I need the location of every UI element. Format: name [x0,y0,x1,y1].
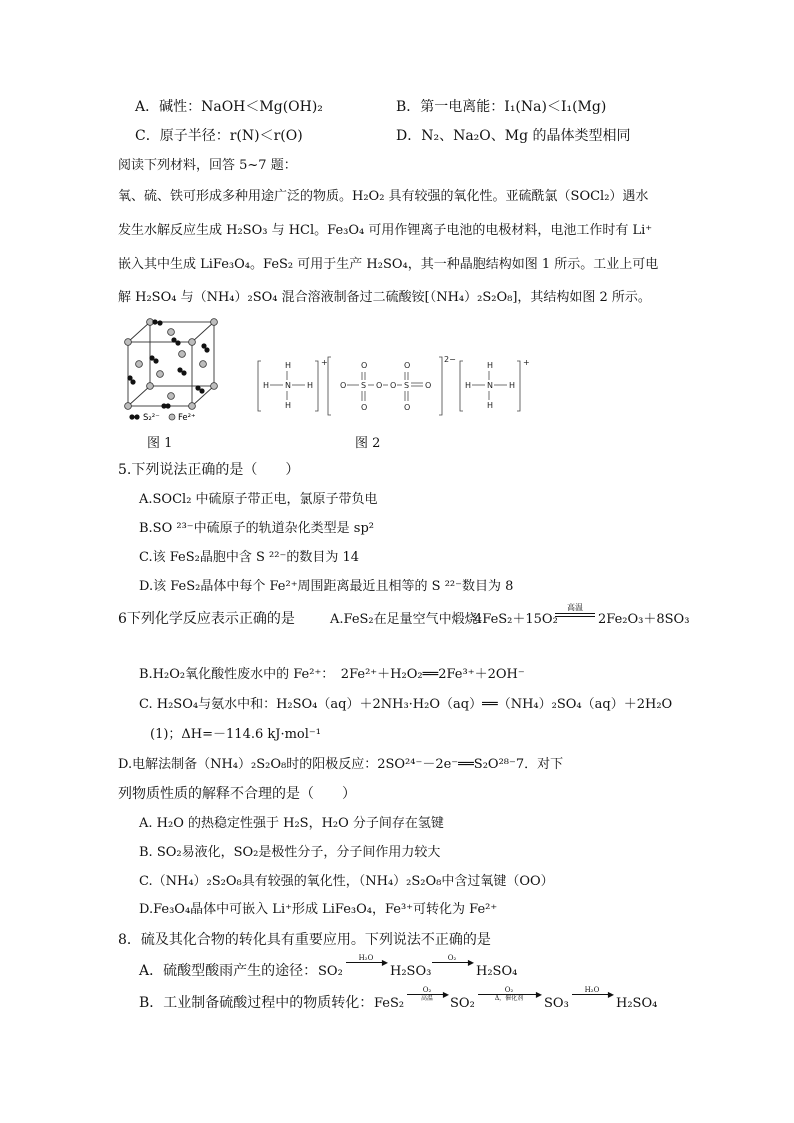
svg-text:O: O [425,381,432,390]
svg-text:N: N [487,381,493,390]
q8-option-a-label: A．硫酸型酸雨产生的途径： [139,963,318,979]
fes2-unit-cell-figure [118,318,228,428]
q8-a-species-2: H₂SO₃ [390,964,432,979]
svg-text:2−: 2− [444,355,456,364]
figure-2-caption: 图 2 [355,436,381,451]
q8-b-species-2: SO₂ [450,996,475,1011]
q8-a-species-3: H₂SO₄ [476,964,518,979]
persulfate-ion [328,355,456,415]
svg-text:H: H [465,381,472,390]
q4-option-d: D．N₂、Na₂O、Mg 的晶体类型相同 [396,128,631,144]
q8-b-species-3: SO₃ [544,996,569,1011]
figure-1-caption: 图 1 [147,436,173,451]
q6-option-c-continued: (1)；ΔH=－114.6 kJ·mol⁻¹ [150,727,321,742]
q6-option-a-label: A.FeS₂在足量空气中煅烧: [330,612,483,627]
svg-text:O: O [404,361,411,370]
q8-a-arrow-1: H₂O ▶ [346,954,386,963]
svg-text:H: H [285,401,292,410]
q8-a-arrow-2: O₂ ▶ [432,954,472,963]
q6-option-a-right: 2Fe₂O₃＋8SO₃ [598,612,690,627]
q8-a-species-1: SO₂ [318,964,343,979]
q7-option-b: B. SO₂易液化，SO₂是极性分子，分子间作用力较大 [139,845,441,860]
passage-line-4: 解 H₂SO₄ 与（NH₄）₂SO₄ 混合溶液制备过二硫酸铵[（NH₄）₂S₂O₈]，其结构如图 2 所示。 [118,290,651,305]
q7-option-d: D.Fe₃O₄晶体中可嵌入 Li⁺形成 LiFe₃O₄，Fe³⁺可转化为 Fe²⁺ [139,902,498,917]
svg-text:H: H [487,361,494,370]
passage-intro: 阅读下列材料，回答 5~7 题： [118,158,297,173]
svg-text:O: O [340,381,347,390]
svg-text:O: O [404,403,411,412]
q8-b-arrow-1: O₂ ▶ 高温 [407,986,447,1003]
passage-line-2: 发生水解反应生成 H₂SO₃ 与 HCl。Fe₃O₄ 可用作锂离子电池的电极材料，电池工作时有 Li⁺ [118,223,653,238]
q8-b-arrow-3: H₂O ▶ [572,986,612,995]
q6-option-c: C. H₂SO₄与氨水中和：H₂SO₄（aq）＋2NH₃·H₂O（aq）══（NH₄）₂SO₄（aq）＋2H₂O [139,697,673,712]
q5-option-c: C.该 FeS₂晶胞中含 S ²²⁻的数目为 14 [139,550,359,565]
q8-stem: 8．硫及其化合物的转化具有重要应用。下列说法不正确的是 [118,932,491,948]
q4-option-b: B．第一电离能：I₁(Na)＜I₁(Mg) [396,99,607,115]
q6-option-a-left: 4FeS₂＋15O₂ [474,612,558,627]
legend-fe-label: Fe²⁺ [178,413,196,423]
q4-option-a: A．碱性：NaOH＜Mg(OH)₂ [135,99,323,115]
q7-option-c: C.（NH₄）₂S₂O₈具有较强的氧化性，（NH₄）₂S₂O₈中含过氧键（OO） [139,874,554,889]
legend-s-label: S₂²⁻ [143,413,160,423]
q5-option-d: D.该 FeS₂晶体中每个 Fe²⁺周围距离最近且相等的 S ²²⁻数目为 8 [139,579,514,594]
q6-option-d: D.电解法制备（NH₄）₂S₂O₈时的阳极反应：2SO²⁴⁻－2e⁻══S₂O²⁸⁻7．对下 [118,757,564,772]
ammonium-ion-left [258,358,328,411]
svg-text:+: + [321,358,328,367]
ammonium-ion-right [460,358,530,411]
q8-option-b-label: B．工业制备硫酸过程中的物质转化： [139,995,374,1011]
q7-option-a: A. H₂O 的热稳定性强于 H₂S，H₂O 分子间存在氢键 [139,816,444,831]
svg-text:H: H [487,401,494,410]
svg-text:O: O [390,381,397,390]
svg-text:S: S [404,381,410,390]
q8-b-species-1: FeS₂ [374,996,405,1011]
svg-text:N: N [285,381,291,390]
svg-text:O: O [361,403,368,412]
q5-option-a: A.SOCl₂ 中硫原子带正电，氯原子带负电 [139,492,378,507]
svg-text:+: + [523,358,530,367]
q6-option-a-arrow: 高温 [555,603,595,625]
q6-option-b: B.H₂O₂氧化酸性废水中的 Fe²⁺： 2Fe²⁺＋H₂O₂══2Fe³⁺＋2OH⁻ [139,667,525,682]
svg-text:H: H [263,381,270,390]
svg-text:S: S [361,381,367,390]
svg-text:O: O [361,361,368,370]
q4-option-c: C．原子半径：r(N)＜r(O) [135,128,303,144]
passage-line-1: 氧、硫、铁可形成多种用途广泛的物质。H₂O₂ 具有较强的氧化性。亚硫酰氯（SOCl₂）遇水 [118,189,649,204]
q7-stem: 列物质性质的解释不合理的是（ ） [118,786,356,802]
ammonium-persulfate-structure-figure [255,355,540,417]
q8-b-species-4: H₂SO₄ [616,996,658,1011]
svg-text:H: H [509,381,516,390]
svg-text:H: H [307,381,314,390]
q5-option-b: B.SO ²³⁻中硫原子的轨道杂化类型是 sp² [139,521,375,536]
q5-stem: 5.下列说法正确的是（ ） [118,462,300,478]
svg-text:O: O [376,381,383,390]
q6-stem: 6下列化学反应表示正确的是 [118,611,295,627]
passage-line-3: 嵌入其中生成 LiFe₃O₄。FeS₂ 可用于生产 H₂SO₄，其一种晶胞结构如图 1 所示。工业上可电 [118,257,659,272]
svg-text:H: H [285,361,292,370]
q8-b-arrow-2: O₂ ▶ Δ，催化剂 [478,986,540,1003]
